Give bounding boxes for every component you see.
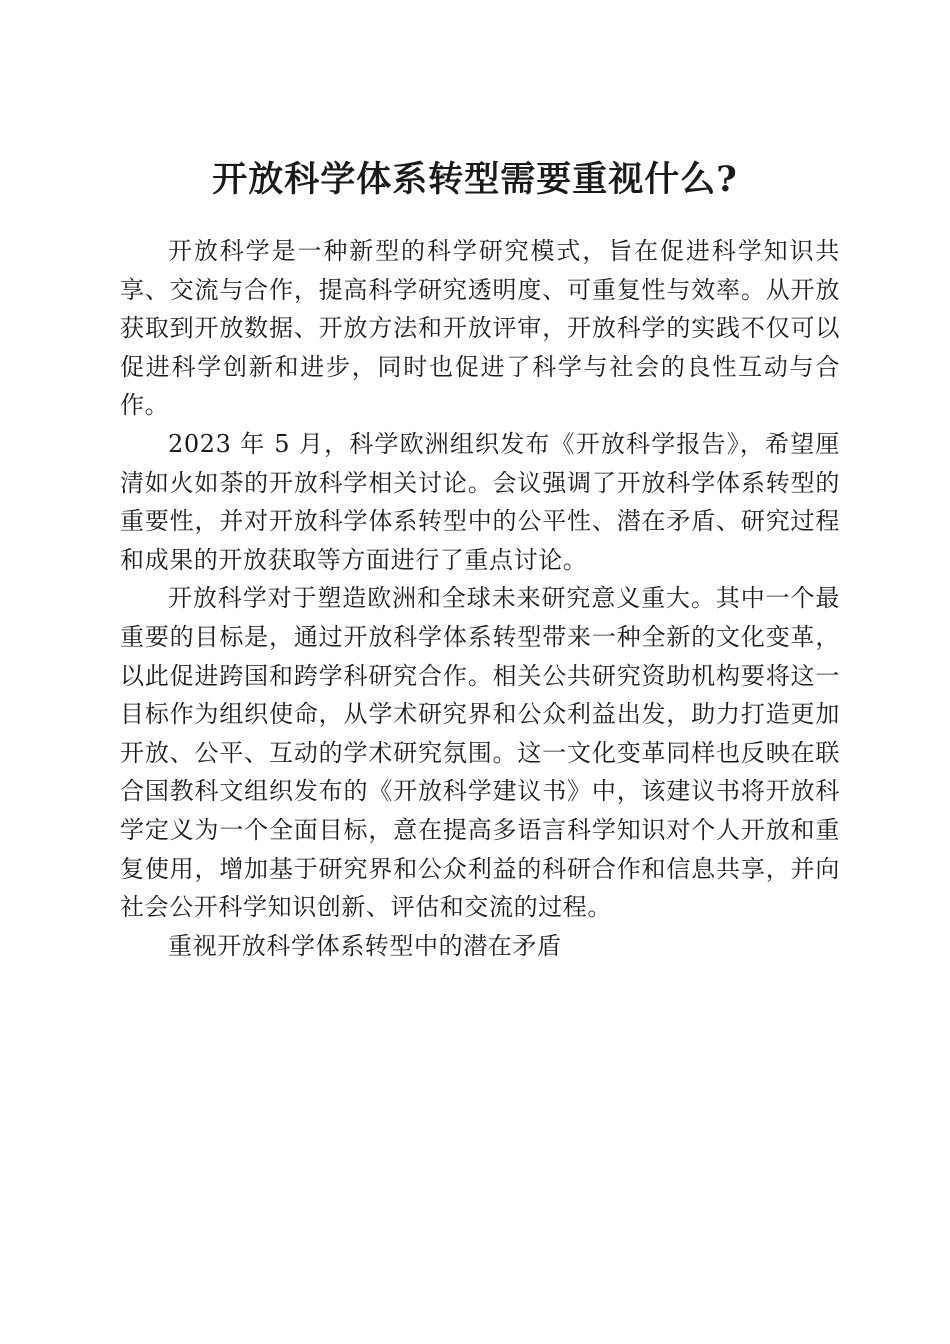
document-body bbox=[120, 232, 840, 965]
paragraph-intro: 开放科学是一种新型的科学研究模式，旨在促进科学知识共享、交流与合作，提高科学研究透明度、可重复性与效率。从开放获取到开放数据、开放方法和开放评审，开放科学的实践不仅可以促进科学创新和进步，同时也促进了科学与社会的良性互动与合作。 bbox=[120, 237, 840, 420]
section-heading: 重视开放科学体系转型中的潜在矛盾 bbox=[168, 931, 562, 960]
paragraph-significance: 开放科学对于塑造欧洲和全球未来研究意义重大。其中一个最重要的目标是，通过开放科学体系转型带来一种全新的文化变革，以此促进跨国和跨学科研究合作。相关公共研究资助机构要将这一目标作为组织使命，从学术研究界和公众利益出发，助力打造更加开放、公平、互动的学术研究氛围。这一文化变革同样也反映在联合国教科文组织发布的《开放科学建议书》中，该建议书将开放科学定义为一个全面目标，意在提高多语言科学知识对个人开放和重复使用，增加基于研究界和公众利益的科研合作和信息共享，并向社会公开科学知识创新、评估和交流的过程。 bbox=[120, 584, 840, 922]
paragraph-report: 2023 年 5 月，科学欧洲组织发布《开放科学报告》，希望厘清如火如荼的开放科学相关讨论。会议强调了开放科学体系转型的重要性，并对开放科学体系转型中的公平性、潜在矛盾、研究过程和成果的开放获取等方面进行了重点讨论。 bbox=[120, 429, 840, 574]
document-title: 开放科学体系转型需要重视什么? bbox=[212, 159, 738, 201]
